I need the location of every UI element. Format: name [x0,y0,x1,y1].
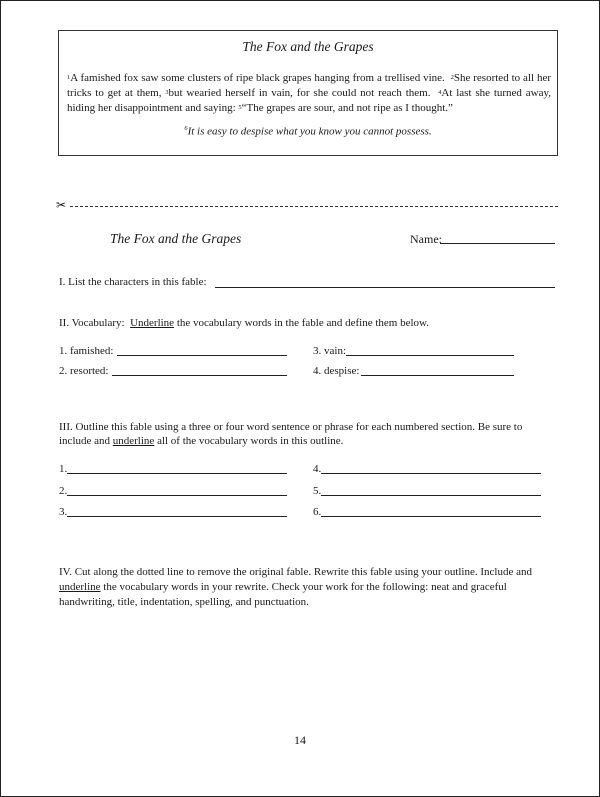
outline-number: 5. [313,485,322,497]
question-4-line-1: IV. Cut along the dotted line to remove the original fable. Rewrite this fable using your outline. Include and [59,566,532,578]
vocab-label-vain: 3. vain: [313,345,346,357]
q4-suffix: the vocabulary words in your rewrite. Check your work for the following: neat and graceful [103,581,507,593]
sentence-number: 1 [67,74,71,81]
q4-underlined: underline [59,581,101,593]
vocab-label-famished: 1. famished: [59,345,114,357]
question-4-line-2 [59,580,507,595]
vocab-label-despise: 4. despise: [313,365,360,377]
vocab-answer-line[interactable] [117,355,287,356]
outline-answer-line[interactable] [67,473,287,474]
outline-number: 6. [313,506,322,518]
fable-title: The Fox and the Grapes [242,39,374,54]
dotted-cut-line [60,206,558,207]
vocab-answer-line[interactable] [346,355,514,356]
outline-answer-line[interactable] [67,516,287,517]
fable-text [67,71,551,116]
moral-text: It is easy to despise what you know you cannot possess. [187,125,432,138]
outline-answer-line[interactable] [321,473,541,474]
vocab-answer-line[interactable] [112,375,287,376]
q2-suffix: the vocabulary words in the fable and define them below. [176,317,430,329]
name-label: Name: [410,232,442,246]
outline-answer-line[interactable] [67,495,287,496]
question-3-line-2 [59,434,343,449]
question-4-line-3: handwriting, title, indentation, spelling, and punctuation. [59,596,309,608]
outline-number: 3. [59,506,68,518]
worksheet-title: The Fox and the Grapes [110,231,242,246]
sentence-number: 5 [238,104,242,111]
sentence-1: A famished fox saw some clusters of ripe black grapes hanging from a trellised vine. [70,72,445,84]
q3-underlined: underline [112,435,155,447]
fable-moral [59,125,557,138]
q2-underlined: Underline [130,317,175,329]
vocab-label-resorted: 2. resorted: [59,365,109,377]
page-number: 14 [294,733,306,747]
sentence-number: 6 [184,125,188,132]
sentence-2a: She resorted to all [453,72,535,84]
outline-answer-line[interactable] [321,516,541,517]
q3-suffix: all of the vocabulary words in this outline. [157,435,344,447]
sentence-number: 2 [450,74,454,81]
question-1: I. List the characters in this fable: [59,276,207,288]
sentence-4a: At last she turned [441,87,522,99]
q3-prefix: include and [59,435,111,447]
outline-number: 4. [313,463,322,475]
sentence-4b: away, hiding her disappointment and saying: [67,87,552,114]
fable-box [58,30,558,156]
outline-number: 2. [59,485,68,497]
sentence-number: 4 [438,89,442,96]
sentence-5: “The grapes are sour, and not ripe as I thought.” [241,102,453,114]
sentence-number: 3 [165,89,169,96]
sentence-2b: her tricks to get at them, [67,72,552,99]
characters-answer-line[interactable] [215,287,555,288]
scissors-icon: ✂ [56,198,67,212]
sentence-3: but wearied herself in vain, for she could not reach them. [168,87,431,99]
vocab-answer-line[interactable] [361,375,514,376]
name-field[interactable] [440,243,555,244]
question-2 [59,316,429,331]
outline-number: 1. [59,463,68,475]
question-3-line-1: III. Outline this fable using a three or four word sentence or phrase for each numbered section. Be sure to [59,421,523,433]
outline-answer-line[interactable] [321,495,541,496]
q2-prefix: II. Vocabulary: [59,317,125,329]
